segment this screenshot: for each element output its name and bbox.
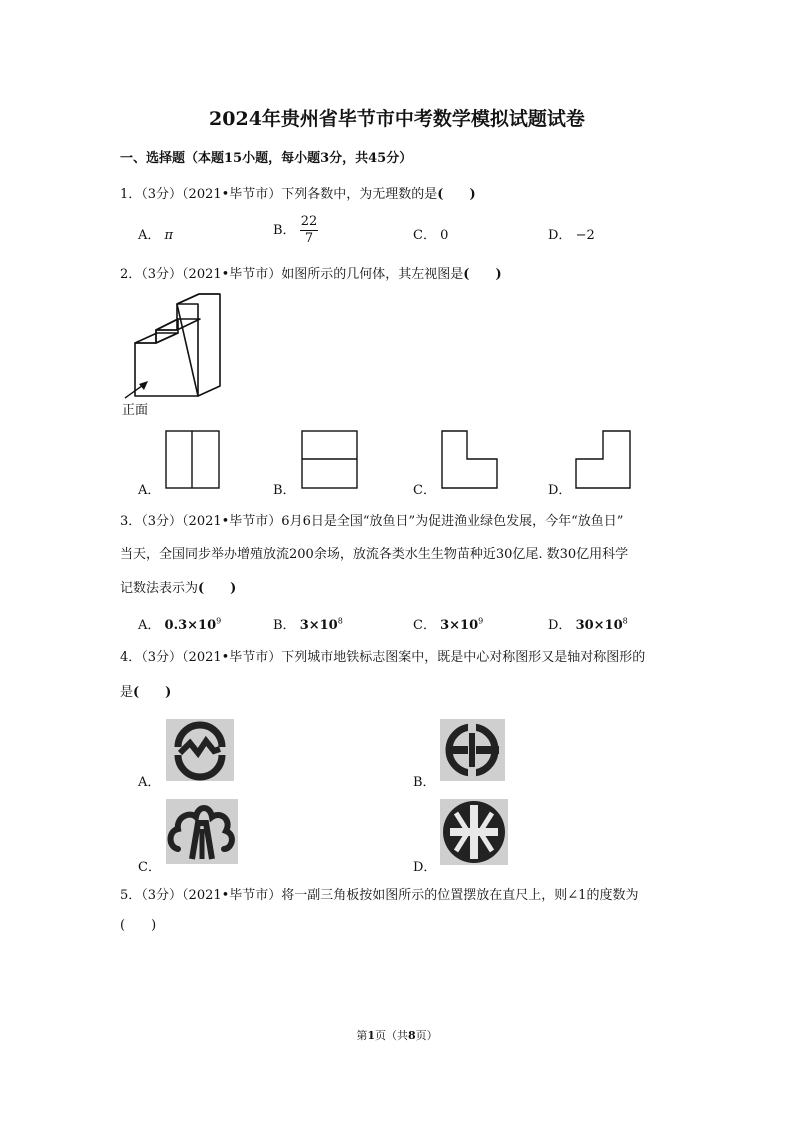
metro-logo-a-icon — [166, 719, 234, 781]
q1-option-d-value: −2 — [575, 228, 595, 243]
q1-option-b-denominator: 7 — [304, 231, 314, 246]
metro-logo-d-icon — [440, 799, 508, 865]
q4-option-b[interactable]: B． — [413, 775, 436, 790]
q1-option-c-letter: C． — [413, 228, 436, 243]
footer-suffix: 页） — [415, 1029, 438, 1042]
page-title: 2024年贵州省毕节市中考数学模拟试题试卷 — [209, 108, 585, 130]
question-5-line-1: 5．（3分）（2021•毕节市）将一副三角板按如图所示的位置摆放在直尺上，则∠1的度数为 — [120, 888, 639, 903]
question-1-bracket: ( ) — [437, 187, 476, 202]
footer-page-number: 1 — [367, 1029, 375, 1042]
question-4-line-2: 是 — [120, 685, 134, 700]
question-3-line-3-wrap — [120, 577, 236, 596]
q4-option-d[interactable]: D． — [413, 860, 437, 875]
question-3-line-3: 记数法表示为 — [120, 581, 199, 596]
q3-option-a-exp: 9 — [216, 616, 222, 626]
question-3-line-1: 3．（3分）（2021•毕节市）6月6日是全国“放鱼日”为促进渔业绿色发展，今年“放鱼日” — [120, 514, 624, 529]
question-3-line-2: 当天，全国同步举办增殖放流200余场，放流各类水生生物苗种近30亿尾. 数30亿用科学 — [120, 547, 629, 562]
q4-option-c[interactable]: C． — [138, 860, 161, 875]
q3-option-b[interactable] — [273, 614, 343, 633]
footer-middle: 页（共 — [375, 1029, 408, 1042]
metro-logo-b-icon — [440, 719, 505, 781]
metro-logo-c-icon — [166, 799, 238, 864]
q3-option-d-base: 30×10 — [575, 618, 623, 633]
q3-option-d-letter: D． — [548, 618, 572, 633]
question-3-bracket: ( ) — [198, 581, 237, 596]
q3-option-b-exp: 8 — [337, 616, 343, 626]
front-view-label: 正面 — [122, 403, 149, 418]
q1-option-d-letter: D． — [548, 228, 572, 243]
q4-option-a[interactable]: A． — [138, 775, 161, 790]
q3-option-c-base: 3×10 — [440, 618, 479, 633]
q3-option-d-exp: 8 — [622, 616, 628, 626]
q3-option-a-base: 0.3×10 — [164, 618, 217, 633]
q1-option-a-value: π — [164, 228, 174, 243]
q2-option-d-shape — [576, 431, 630, 488]
q2-option-c[interactable]: C． — [413, 483, 436, 498]
q2-option-a[interactable]: A． — [138, 483, 161, 498]
page-footer — [0, 1027, 794, 1043]
q3-option-c[interactable] — [413, 614, 483, 633]
q1-option-b-letter: B． — [273, 223, 296, 238]
q3-option-a-letter: A． — [138, 618, 161, 633]
question-4-line-2-wrap — [120, 681, 171, 700]
question-5-bracket: ( ) — [120, 918, 157, 933]
question-2-bracket: ( ) — [463, 267, 502, 282]
q1-option-b-numerator: 22 — [300, 214, 318, 229]
q3-option-c-letter: C． — [413, 618, 436, 633]
footer-prefix: 第 — [356, 1029, 368, 1042]
q3-option-a[interactable] — [138, 614, 221, 633]
question-1-line-1: 1．（3分）（2021•毕节市）下列各数中，为无理数的是 — [120, 187, 438, 202]
q1-option-c-value: 0 — [440, 228, 449, 243]
footer-total-pages: 8 — [408, 1029, 416, 1042]
q3-option-b-base: 3×10 — [299, 618, 338, 633]
q3-option-c-exp: 9 — [478, 616, 484, 626]
q2-option-b[interactable]: B． — [273, 483, 296, 498]
section-heading: 一、选择题（本题15小题，每小题3分，共45分） — [120, 151, 413, 166]
q2-option-c-shape — [442, 431, 497, 488]
q1-option-a-letter: A． — [138, 228, 161, 243]
question-2-line-1: 2．（3分）（2021•毕节市）如图所示的几何体，其左视图是 — [120, 267, 464, 282]
question-4-bracket: ( ) — [133, 685, 172, 700]
q3-option-b-letter: B． — [273, 618, 296, 633]
q3-option-d[interactable] — [548, 614, 628, 633]
q2-option-d[interactable]: D． — [548, 483, 572, 498]
question-4-line-1: 4．（3分）（2021•毕节市）下列城市地铁标志图案中，既是中心对称图形又是轴对称图形的 — [120, 650, 646, 665]
